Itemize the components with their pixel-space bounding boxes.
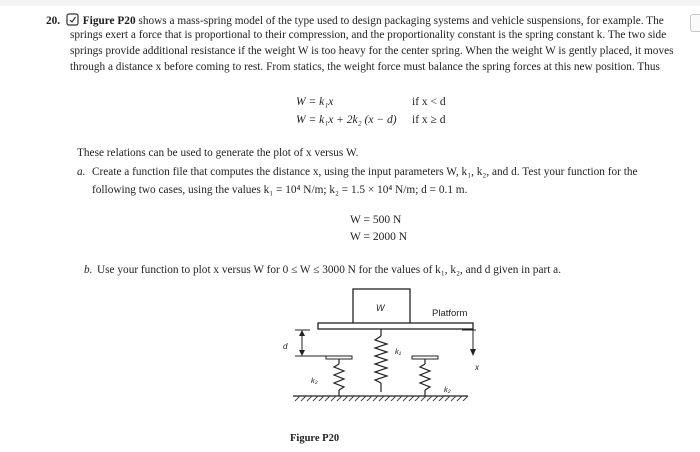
problem-intro-line-4: through a distance x before coming to rest. From statics, the weight force must balance the spring forces at this new position. Thus bbox=[70, 61, 660, 73]
part-a-label: a. bbox=[77, 166, 86, 178]
figure-reference: Figure P20 bbox=[82, 15, 136, 27]
ground-hatch bbox=[295, 396, 468, 401]
mass-label: W bbox=[376, 303, 385, 313]
d-label: d bbox=[283, 342, 288, 351]
x-label: x bbox=[475, 363, 479, 372]
problem-intro-line-2: springs exert a force that is proportional to their compression, and the proportionality constant is the spring constant k. The two side bbox=[70, 29, 667, 41]
k2-right-label: k₂ bbox=[444, 385, 451, 394]
equation-2-condition: if x ≥ d bbox=[412, 114, 446, 126]
problem-intro-line-3: springs provide additional resistance if the weight W is too heavy for the center spring. When the weight W is gently placed, it moves bbox=[70, 45, 674, 57]
equation-1: W = k₁x bbox=[296, 96, 334, 108]
part-a-line-1: Create a function file that computes the distance x, using the input parameters W, k₁, k₂, and d. Test your function for the bbox=[92, 166, 638, 178]
problem-intro-line-1: 20. Figure P20 shows a mass-spring model of the type used to design packaging systems and vehicle suspensions, for example. The bbox=[46, 15, 664, 27]
left-spring-k2 bbox=[334, 364, 344, 390]
part-a-line-2: following two cases, using the values k₁ = 10⁴ N/m; k₂ = 1.5 × 10⁴ N/m; d = 0.1 m. bbox=[92, 184, 468, 196]
part-b-text: Use your function to plot x versus W for 0 ≤ W ≤ 3000 N for the values of k₁, k₂, and d given in part a. bbox=[97, 264, 562, 276]
k1-label: k₁ bbox=[395, 347, 402, 356]
platform-label: Platform bbox=[432, 308, 468, 319]
part-b-label: b. bbox=[84, 264, 93, 276]
k2-left-label: k₂ bbox=[311, 376, 318, 385]
equation-1-condition: if x < d bbox=[412, 96, 446, 108]
center-spring-k1 bbox=[375, 336, 387, 383]
problem-number: 20. bbox=[46, 15, 61, 27]
platform-plate bbox=[318, 323, 473, 329]
relations-text: These relations can be used to generate the plot of x versus W. bbox=[77, 147, 359, 159]
right-spring-cap bbox=[412, 356, 438, 359]
test-case-2: W = 2000 N bbox=[350, 231, 408, 243]
left-spring-cap bbox=[326, 356, 352, 359]
figure-caption: Figure P20 bbox=[290, 433, 340, 444]
test-case-1: W = 500 N bbox=[350, 214, 402, 226]
right-spring-k2 bbox=[420, 364, 430, 390]
equation-2: W = k₁x + 2k₂ (x − d) bbox=[296, 114, 397, 126]
